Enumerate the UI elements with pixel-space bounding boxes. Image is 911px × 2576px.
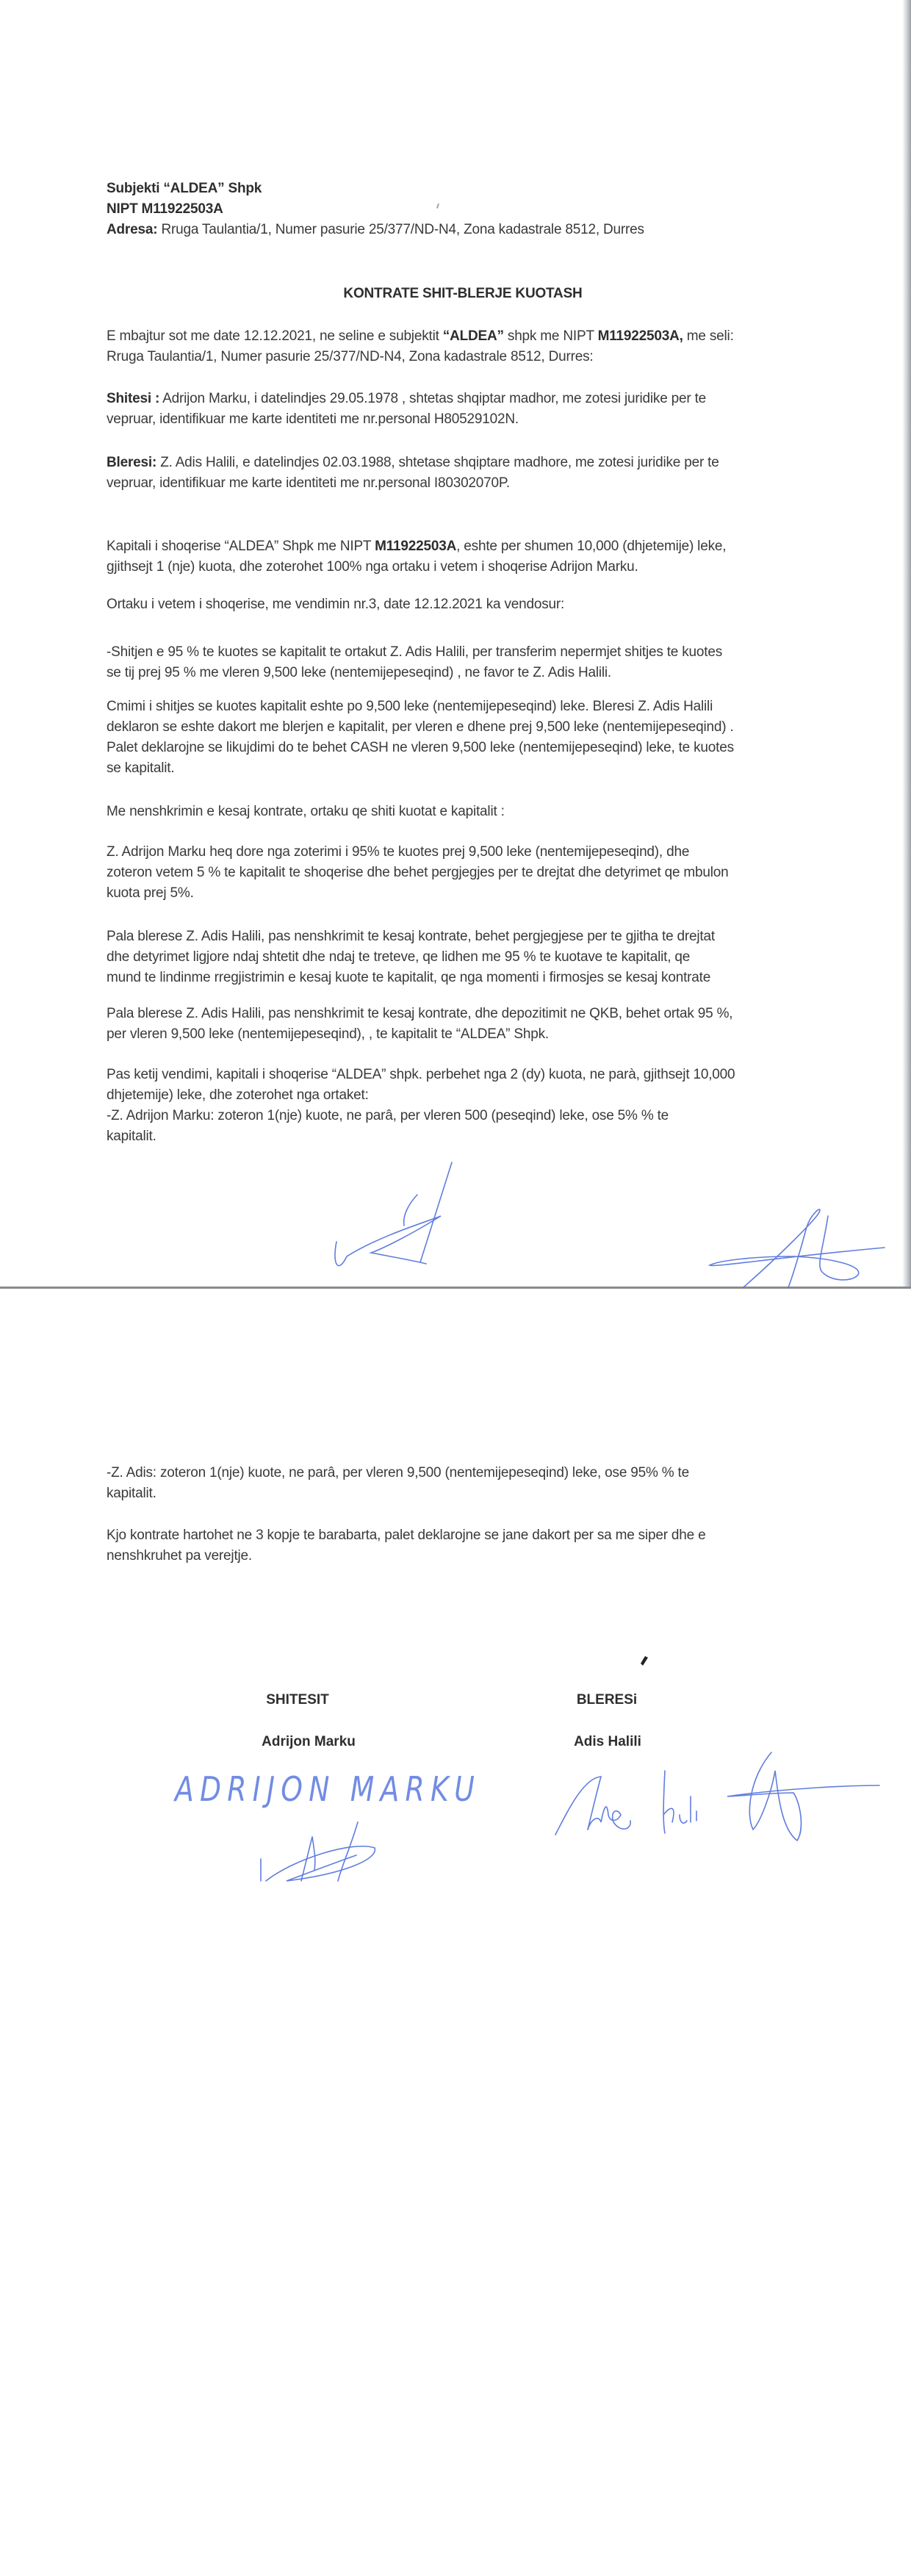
text-run: gjithsejt 1 (nje) kuota, dhe zoterohet 100% nga ortaku i vetem i shoqerise Adrijon Marku. — [107, 559, 638, 575]
text-run: Cmimi i shitjes se kuotes kapitalit eshte po 9,500 leke (nentemijepeseqind) leke. Bleresi Z. Adis Halili — [107, 699, 713, 714]
bold-text: Bleresi: — [107, 455, 157, 470]
bold-text: M11922503A, — [597, 328, 683, 344]
text-run: E mbajtur sot me date 12.12.2021, ne seline e subjektit — [107, 328, 443, 344]
scan-mark-icon — [436, 204, 809, 1793]
text-run: Z. Adrijon Marku heq dore nga zoterimi i 95% te kuotes prej 9,500 leke (nentemijepeseqind), dhe — [107, 844, 690, 860]
text-run: me seli: — [683, 328, 734, 344]
bold-text: Adresa: — [107, 222, 158, 237]
bold-text: M11922503A — [375, 539, 457, 554]
buyer-label: BLERESi — [576, 1692, 638, 1708]
text-run: nenshkruhet pa verejtje. — [107, 1548, 252, 1564]
buyer-signature-page2 — [555, 1752, 879, 1841]
text-run: se tij prej 95 % me vleren 9,500 leke (nentemijepeseqind) , ne favor te Z. Adis Halili. — [107, 665, 612, 680]
text-run: Palet deklarojne se likujdimi do te behet CASH ne vleren 9,500 leke (nentemijepeseqind) leke, te kuotes — [107, 740, 734, 755]
text-run: Z. Adis Halili, e datelindjes 02.03.1988, shtetase shqiptare madhore, me zotesi juridike per te — [156, 455, 719, 470]
text-run: deklaron se eshte dakort me blerjen e kapitalit, per vleren e dhene prej 9,500 leke (nentemijepeseqind) . — [107, 719, 734, 735]
text-run: Kapitali i shoqerise “ALDEA” Shpk me NIPT — [107, 539, 375, 554]
text-run: vepruar, identifikuar me karte identiteti me nr.personal H80529102N. — [107, 411, 519, 427]
text-run: Pas ketij vendimi, kapitali i shoqerise “ALDEA” shpk. perbehet nga 2 (dy) kuota, ne parà, gjithsejt 10,000 — [107, 1067, 735, 1082]
text-run: Kjo kontrate hartohet ne 3 kopje te barabarta, palet deklarojne se jane dakort per sa me siper dhe e — [107, 1528, 706, 1543]
text-run: Me nenshkrimin e kesaj kontrate, ortaku qe shiti kuotat e kapitalit : — [107, 804, 505, 819]
text-run: kuota prej 5%. — [107, 885, 194, 901]
text-run: kapitalit. — [107, 1129, 156, 1144]
buyer-name: Adis Halili — [574, 1734, 641, 1749]
text-run: vepruar, identifikuar me karte identiteti me nr.personal I80302070P. — [107, 475, 511, 491]
text-run: dhe detyrimet ligjore ndaj shtetit dhe ndaj te treteve, qe lidhen me 95 % te kuotave te kapitalit, qe — [107, 949, 691, 965]
bold-text: Shitesi : — [107, 391, 160, 406]
text-run: Rruga Taulantia/1, Numer pasurie 25/377/ND-N4, Zona kadastrale 8512, Durres — [157, 222, 644, 237]
seller-signature-page1 — [335, 1162, 452, 1266]
text-run: Adrijon Marku, i datelindjes 29.05.1978 , shtetas shqiptar madhor, me zotesi juridike per te — [159, 391, 707, 406]
text-run: Pala blerese Z. Adis Halili, pas nenshkrimit te kesaj kontrate, behet pergjegjese per te gjitha te drejtat — [107, 929, 715, 944]
text-run: shpk me NIPT — [503, 328, 598, 344]
text-run: -Z. Adrijon Marku: zoteron 1(nje) kuote, ne parâ, per vleren 500 (peseqind) leke, ose 5% % te — [107, 1108, 669, 1123]
seller-label: SHITESIT — [266, 1692, 329, 1708]
bold-text: “ALDEA” — [442, 328, 504, 344]
text-run: dhjetemije) leke, dhe zoterohet nga ortaket: — [107, 1087, 369, 1103]
bold-text: Subjekti “ALDEA” Shpk — [107, 181, 262, 196]
text-run: per vleren 9,500 leke (nentemijepeseqind), , te kapitalit te “ALDEA” Shpk. — [107, 1026, 549, 1042]
text-run: Pala blerese Z. Adis Halili, pas nenshkrimit te kesaj kontrate, dhe depozitimit ne QKB, behet ortak 95 %, — [107, 1006, 733, 1021]
text-run: zoteron vetem 5 % te kapitalit te shoqerise dhe behet pergjegjes per te drejtat dhe detyrimet qe mbulon — [107, 865, 729, 880]
text-run: Rruga Taulantia/1, Numer pasurie 25/377/ND-N4, Zona kadastrale 8512, Durres: — [107, 349, 594, 364]
buyer-signature-page1 — [710, 1209, 885, 1287]
text-run: kapitalit. — [107, 1486, 156, 1501]
text-run: mund te lindinme rregjistrimin e kesaj kuote te kapitalit, qe nga momenti i firmosjes se kesaj kontrate — [107, 970, 711, 985]
text-run: -Shitjen e 95 % te kuotes se kapitalit te ortakut Z. Adis Halili, per transferim nepermjet shitjes te kuotes — [107, 644, 723, 660]
text-run: se kapitalit. — [107, 760, 175, 776]
text-run: , eshte per shumen 10,000 (dhjetemije) leke, — [456, 539, 727, 554]
contract-title: KONTRATE SHIT-BLERJE KUOTASH — [343, 286, 583, 301]
seller-handwritten-name: ADRIJON MARKU — [175, 1769, 481, 1809]
bold-text: NIPT M11922503A — [107, 201, 223, 217]
seller-name: Adrijon Marku — [262, 1734, 356, 1749]
text-run: Ortaku i vetem i shoqerise, me vendimin nr.3, date 12.12.2021 ka vendosur: — [107, 597, 565, 612]
seller-signature-page2 — [261, 1822, 375, 1881]
text-run: -Z. Adis: zoteron 1(nje) kuote, ne parâ, per vleren 9,500 (nentemijepeseqind) leke, ose 95% % te — [107, 1465, 689, 1481]
